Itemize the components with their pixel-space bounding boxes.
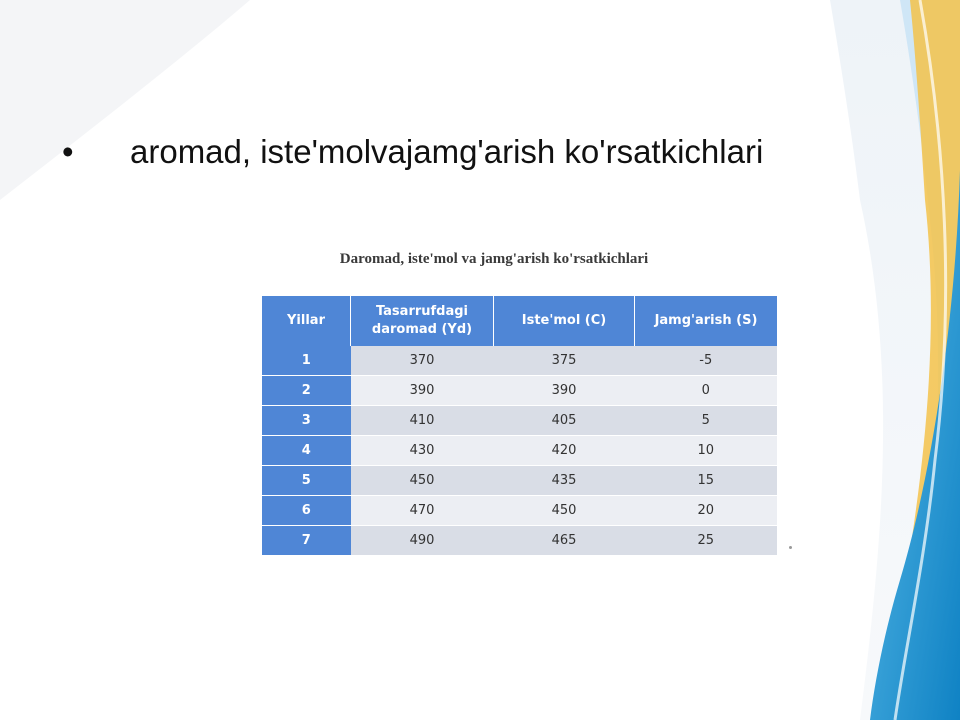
income-cell: 490 (351, 526, 494, 556)
table-row (262, 496, 777, 526)
table-row (262, 526, 777, 556)
data-table (262, 296, 777, 556)
savings-cell: 5 (635, 406, 778, 436)
stray-dot (789, 546, 792, 549)
table-row (262, 376, 777, 406)
consumption-cell: 465 (494, 526, 635, 556)
consumption-cell: 405 (494, 406, 635, 436)
income-cell: 430 (351, 436, 494, 466)
column-header-daromad: Tasarrufdagi daromad (Yd) (351, 296, 494, 346)
column-header-jamgarish: Jamg'arish (S) (635, 296, 778, 346)
year-cell: 1 (262, 346, 351, 376)
table-row (262, 466, 777, 496)
income-cell: 410 (351, 406, 494, 436)
savings-cell: 0 (635, 376, 778, 406)
consumption-cell: 450 (494, 496, 635, 526)
column-header-istemol: Iste'mol (C) (494, 296, 635, 346)
income-cell: 470 (351, 496, 494, 526)
bullet-marker: • (62, 133, 74, 170)
column-header-yillar: Yillar (262, 296, 351, 346)
savings-cell: -5 (635, 346, 778, 376)
savings-cell: 10 (635, 436, 778, 466)
consumption-cell: 420 (494, 436, 635, 466)
year-cell: 6 (262, 496, 351, 526)
consumption-cell: 375 (494, 346, 635, 376)
year-cell: 7 (262, 526, 351, 556)
savings-cell: 15 (635, 466, 778, 496)
table-row (262, 406, 777, 436)
income-cell: 370 (351, 346, 494, 376)
table-header-row (262, 296, 777, 346)
year-cell: 3 (262, 406, 351, 436)
table-row (262, 436, 777, 466)
savings-cell: 20 (635, 496, 778, 526)
year-cell: 2 (262, 376, 351, 406)
consumption-cell: 435 (494, 466, 635, 496)
year-cell: 4 (262, 436, 351, 466)
savings-cell: 25 (635, 526, 778, 556)
bullet-text: aromad, iste'molvajamg'arish ko'rsatkichlari (130, 133, 764, 170)
year-cell: 5 (262, 466, 351, 496)
income-cell: 450 (351, 466, 494, 496)
consumption-cell: 390 (494, 376, 635, 406)
table-title: Daromad, iste'mol va jamg'arish ko'rsatkichlari (339, 251, 649, 267)
table-row (262, 346, 777, 376)
income-cell: 390 (351, 376, 494, 406)
